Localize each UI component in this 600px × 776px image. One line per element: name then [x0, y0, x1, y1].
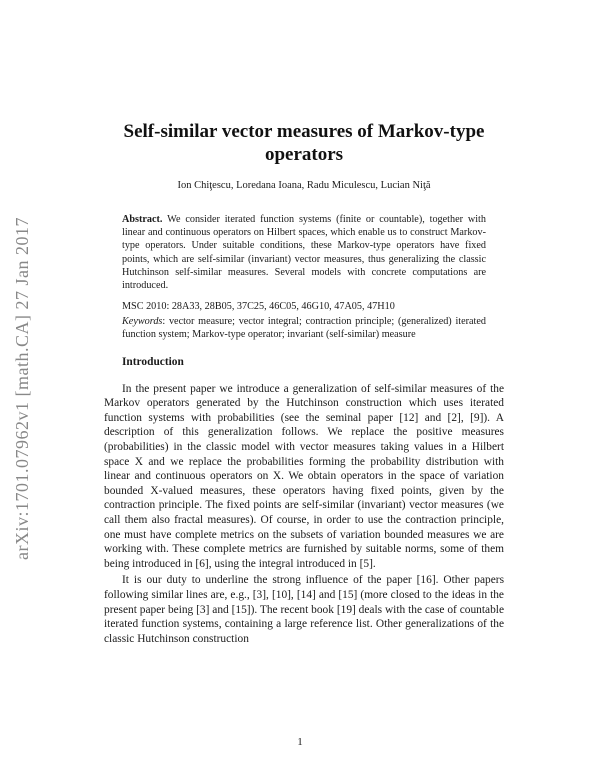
keywords [122, 315, 486, 341]
msc-classification: MSC 2010: 28A33, 28B05, 37C25, 46C05, 46G10, 47A05, 47H10 [122, 301, 395, 313]
author-list: Ion Chiţescu, Loredana Ioana, Radu Miculescu, Lucian Niţă [177, 180, 431, 191]
abstract-label: Abstract. [122, 214, 163, 225]
paper-title: Self-similar vector measures of Markov-type operators [123, 121, 485, 165]
paper-page [104, 120, 504, 646]
abstract [122, 213, 486, 292]
arxiv-identifier-stamp: arXiv:1701.07962v1 [math.CA] 27 Jan 2017 [12, 217, 32, 560]
page-number: 1 [297, 736, 303, 748]
keywords-text: : vector measure; vector integral; contraction principle; (generalized) iterated function system; Markov-type operator; invariant (self-similar) measure [122, 316, 486, 341]
section-heading-introduction: Introduction [122, 355, 184, 368]
body-paragraph: In the present paper we introduce a generalization of self-similar measures of the Markov operators generated by the Hutchinson construction which uses iterated function systems with probabilities (see the seminal paper [12] and [2], [9]). A description of this generalization follows. We replace the positive measures (probabilities) in the classic model with vector measures taking values in a Hilbert space X and we replace the probabilities forming the probability distribution with linear and continuous operators on X. We obtain operators in the space of variation bounded X-valued measures, these operators having fixed points, given by the contraction principle. The fixed points are self-similar (invariant) vector measures (we call them also fractal measures). Of course, in order to use the contraction principle, one must have complete metrics on the subsets of variation bounded measures we are working with. These complete metrics are furnished by suitable norms, some of them being introduced in [6], using the integral introduced in [5]. [104, 382, 504, 570]
body-paragraph: It is our duty to underline the strong influence of the paper [16]. Other papers following similar lines are, e.g., [3], [10], [14] and [15] (more closed to the ideas in the present paper being [3] and [15]). The recent book [19] deals with the case of countable iterated function systems, containing a large reference list. Other generalizations of the classic Hutchinson construction [104, 574, 504, 645]
keywords-label: Keywords [122, 316, 163, 328]
abstract-text: We consider iterated function systems (finite or countable), together with linear and continuous operators on Hilbert spaces, which enable us to construct Markov-type operators. Under suitable conditions, these Markov-type operators have fixed points, which are self-similar (invariant) vector measures, thus generalizing the classic Hutchinson self-similar measures. Several models with concrete computations are introduced. [122, 214, 486, 292]
